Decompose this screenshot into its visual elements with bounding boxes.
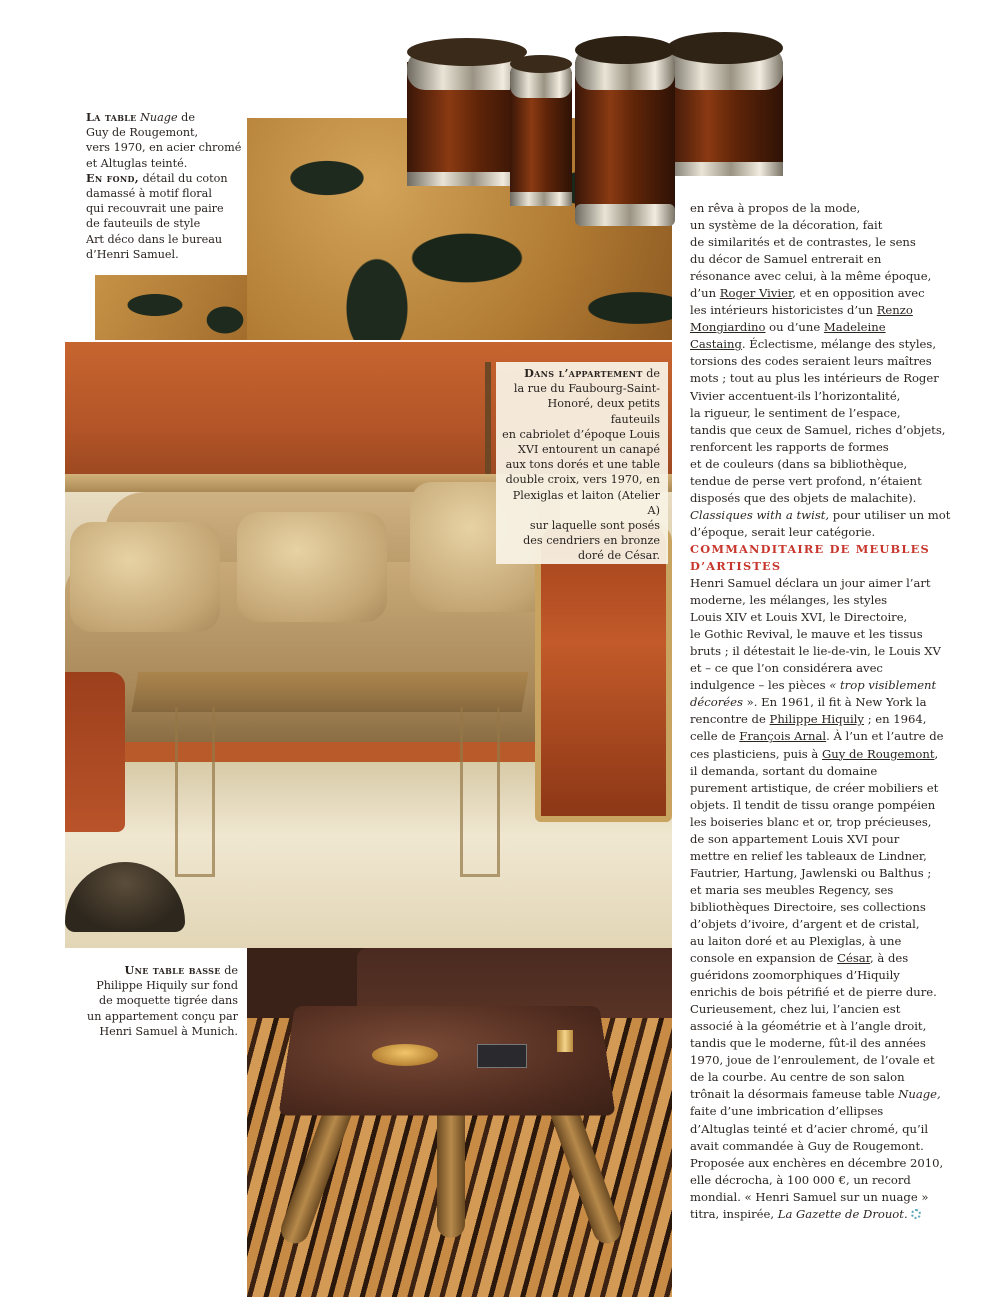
article-column: en rêva à propos de la mode, un système de la décoration, fait de similarités et de contrastes, le sens du décor de Samuel entrerait en résonance avec celui, à la même époque, d’un Roger Vivier, et en opposition avec les intérieurs historicistes d’un Renzo Mongiardino ou d’une Madeleine Castaing. Éclectisme, mélange des styles, torsions des codes seraient leurs maîtres mots ; tout au plus les intérieurs de Roger Vivier accentuent-ils l’horizontalité, la rigueur, le sentiment de l’espace, tandis que ceux de Samuel, riches d’objets, renforcent les rapports de formes et de couleurs (dans sa bibliothèque, tendue de perse vert profond, n’étaient disposés que des objets de malachite). Classiques with a twist, pour utiliser un mot d’époque, serait leur catégorie. COMMANDITAIRE DE MEUBLES D’ARTISTES Henri Samuel déclara un jour aimer l’art moderne, les mélanges, les styles Louis XIV et Louis XVI, le Directoire, le Gothic Revival, le mauve et les tissus bruts ; il détestait le lie-de-vin, le Louis XV et – ce que l’on considérera avec indulgence – les pièces « trop visiblement décorées ». En 1961, il fit à New York la rencontre de Philippe Hiquily ; en 1964, celle de François Arnal. À l’un et l’autre de ces plasticiens, puis à Guy de Rougemont, il demanda, sortant du domaine purement artistique, de créer mobiliers et objets. Il tendit de tissu orange pompéien les boiseries blanc et or, trop précieuses, de son appartement Louis XVI pour mettre en relief les tableaux de Lindner, Fautrier, Hartung, Jawlenski ou Balthus ; et maria ses meubles Regency, ses bibliothèques Directoire, ses collections d’objets d’ivoire, d’argent et de cristal, au laiton doré et au Plexiglas, à une console en expansion de César, à des guéridons zoomorphiques d’Hiquily enrichis de bois pétrifié et de pierre dure. Curieusement, chez lui, l’ancien est associé à la géométrie et à l’angle droit, tandis que le moderne, fût-il des années 1970, joue de l’enroulement, de l’ovale et de la courbe. Au centre de son salon trônait la désormais fameuse table Nuage, faite d’une imbrication d’ellipses d’Altuglas teinté et d’acier chromé, qu’il avait commandée à Guy de Rougemont. Proposée aux enchères en décembre 2010, elle décrocha, à 100 000 €, un record mondial. « Henri Samuel sur un nuage » titra, inspirée, La Gazette de Drouot.: [690, 201, 951, 1221]
link-francois-arnal[interactable]: François Arnal: [739, 729, 827, 744]
link-renzo-mongiardino[interactable]: Mongiardino: [690, 320, 766, 335]
stone-table-top: [278, 1006, 615, 1115]
link-cesar[interactable]: César: [837, 951, 870, 966]
sofa-cushion: [70, 522, 220, 632]
nuage-left-ellipse: [407, 38, 527, 186]
plexiglas-table-leg: [460, 707, 500, 877]
gold-cup: [557, 1030, 573, 1052]
plexiglas-table-top: [131, 672, 528, 712]
nuage-right-ellipse: [667, 32, 783, 176]
caption-table-basse: Une table basse de Philippe Hiquily sur fond de moquette tigrée dans un appartement conçu par Henri Samuel à Munich.: [87, 963, 238, 1038]
damask-fabric-strip: [95, 275, 247, 340]
section-heading: D’ARTISTES: [690, 558, 782, 573]
cabriolet-armchair-left: [65, 672, 125, 832]
link-madeleine-castaing[interactable]: Castaing: [690, 337, 742, 352]
nuage-center-ellipses: [510, 36, 675, 226]
cabriolet-armchair-right: [535, 522, 672, 822]
tiger-rug-photo: [247, 948, 672, 1297]
sofa-cushion: [237, 512, 387, 622]
link-renzo-mongiardino[interactable]: Renzo: [876, 303, 913, 318]
caption-lead: Une table basse: [124, 963, 221, 977]
gold-ashtray: [372, 1044, 438, 1066]
caption-lead: Dans l’appartement: [524, 366, 643, 380]
link-philippe-hiquily[interactable]: Philippe Hiquily: [769, 712, 864, 727]
table-leg: [437, 1098, 465, 1238]
caption-lead: La table: [86, 110, 137, 124]
caption-nuage: La table Nuage de Guy de Rougemont, vers 1970, en acier chromé et Altuglas teinté. En fond, détail du coton damassé à motif floral qui recouvrait une paire de fauteuils de style Art déco dans le bureau d’Henri Samuel.: [86, 110, 242, 261]
nuage-table-photo: [405, 22, 785, 228]
link-roger-vivier[interactable]: Roger Vivier: [719, 286, 793, 301]
caption-salon: Dans l’appartement de la rue du Faubourg-Saint- Honoré, deux petits fauteuils en cabriolet d’époque Louis XVI entourent un canapé aux tons dorés et une table double croix, vers 1970, en Plexiglas et laiton (Atelier A) sur laquelle sont posés des cendriers en bronze doré de César.: [502, 366, 660, 563]
end-mark-icon: [911, 1209, 921, 1219]
caption-lead: En fond,: [86, 170, 139, 185]
curtain-rod: [485, 362, 491, 482]
plexiglas-table-leg: [175, 707, 215, 877]
dark-box: [477, 1044, 527, 1068]
link-guy-de-rougemont[interactable]: Guy de Rougemont: [822, 746, 935, 761]
section-heading: COMMANDITAIRE DE MEUBLES: [690, 541, 930, 556]
link-madeleine-castaing[interactable]: Madeleine: [823, 320, 886, 335]
